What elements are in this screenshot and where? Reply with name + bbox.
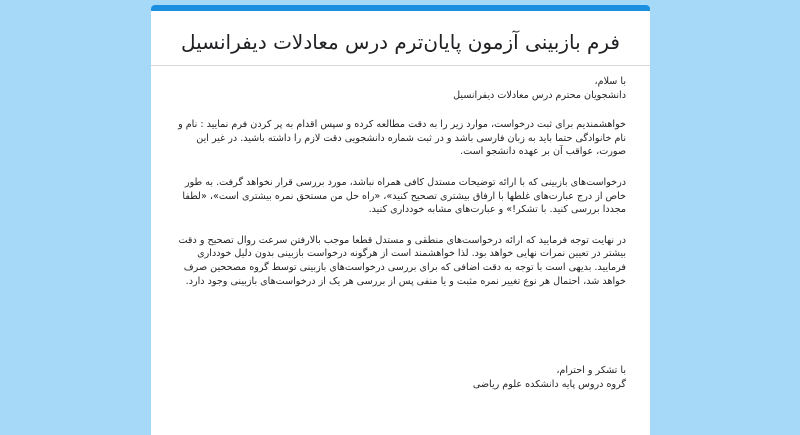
final-note-paragraph: در نهایت توجه فرمایید که ارائه درخواست‌های منطقی و مستدل قطعا موجب بالارفتن سرعت روال تصحیح و دقت بیشتر در تعیین نمرات نهایی خواهد بود. لذا خواهشمند است از هرگونه درخواست بازبینی بدون دلیل خودداری فرمایید. بدیهی است با توجه به دقت اضافی که برای بررسی درخواست‌های بازبینی توسط گروه مصححین صرف خواهد شد، احتمال هر نوع تغییر نمره مثبت و یا منفی پس از بررسی هر یک از درخواست‌های بازبینی وجود دارد. <box>178 234 626 287</box>
review-note-paragraph: درخواست‌های بازبینی که با ارائه توضیحات مستدل کافی همراه نباشد، مورد بررسی قرار نخواهد گرفت. به طور خاص از درج عبارت‌های غلطها با ارفاق بیشتری تصحیح کنید»، «راه حل من مستحق نمره بیشتری است»، «لطفا مجددا بررسی کنید. با تشکر!» و عبارت‌های مشابه خودداری کنید. <box>182 176 626 216</box>
form-description <box>165 75 634 391</box>
signature-line: گروه دروس پایه دانشکده علوم ریاضی <box>472 378 626 390</box>
instructions-paragraph: خواهشمندیم برای ثبت درخواست، موارد زیر را به دقت مطالعه کرده و سپس اقدام به پر کردن فرم نمایید : نام و نام خانوادگی حتما باید به زبان فارسی باشد و در ثبت شماره دانشجویی دقت لازم را داشته باشید. در غیر این صورت، عواقب آن بر عهده دانشجو است. <box>178 119 626 158</box>
title-divider <box>151 65 650 66</box>
form-card <box>151 5 650 435</box>
greeting-addressee: دانشجویان محترم درس معادلات دیفرانسیل <box>453 89 626 101</box>
greeting-line: با سلام، <box>594 76 626 87</box>
form-title: فرم بازبینی آزمون پایان‌ترم درس معادلات دیفرانسیل <box>180 30 620 54</box>
closing-line: با تشکر و احترام، <box>556 365 626 377</box>
